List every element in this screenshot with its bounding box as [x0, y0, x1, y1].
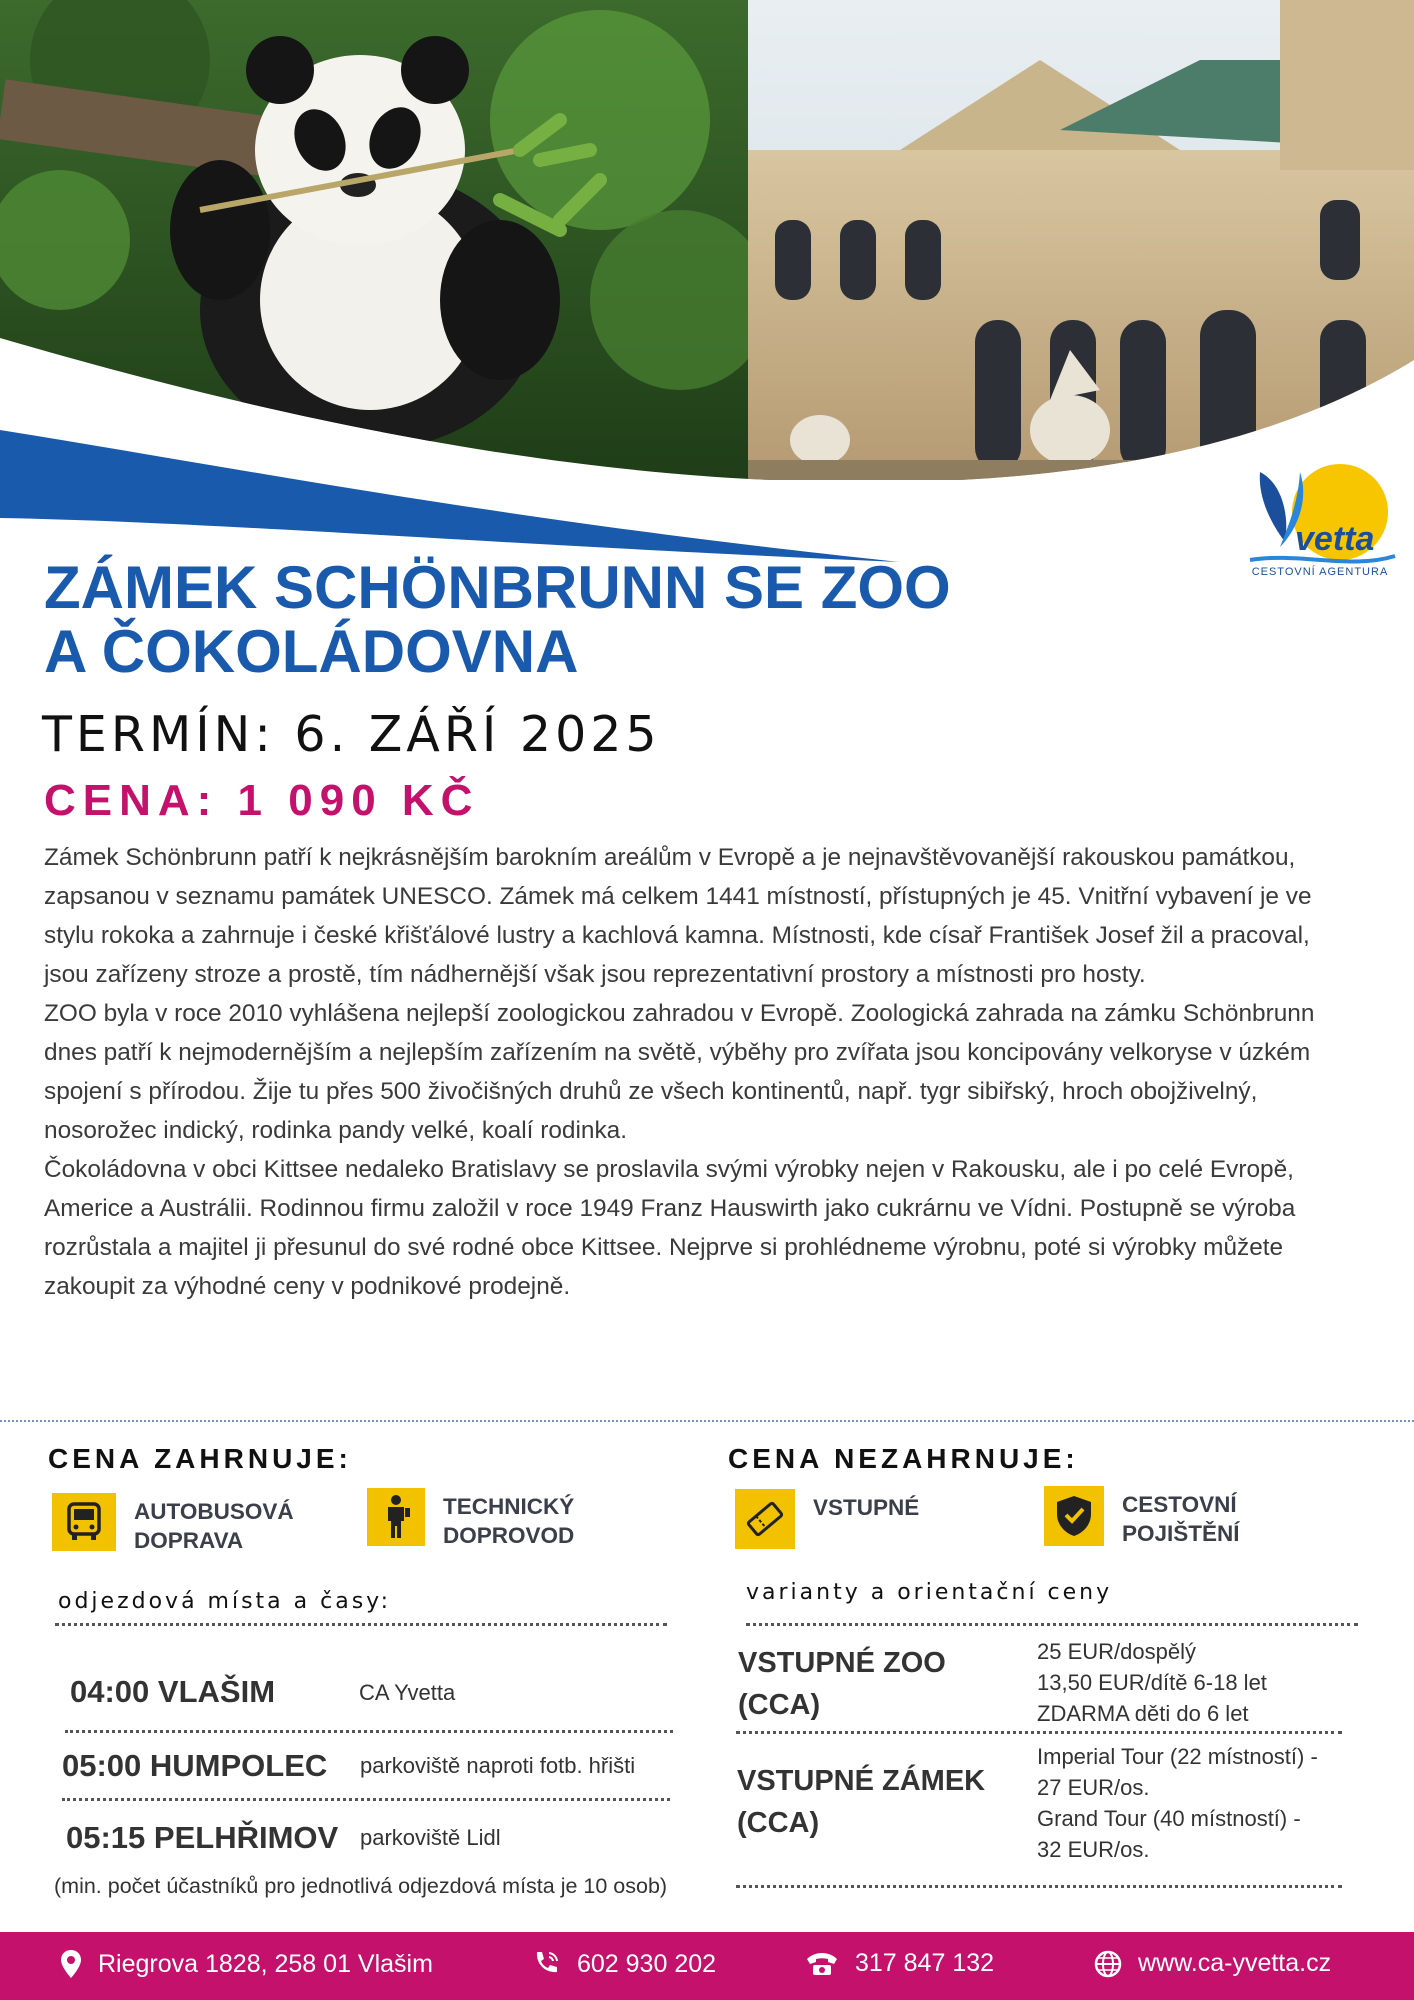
dotted-divider	[55, 1623, 667, 1626]
telephone-icon	[805, 1951, 839, 1977]
guide-person-icon	[367, 1488, 425, 1546]
admission-zoo-prices	[1037, 1636, 1267, 1729]
phone-text: 317 847 132	[855, 1949, 995, 1977]
admission-castle-prices	[1037, 1741, 1318, 1865]
departure-time: 05:00 HUMPOLEC	[62, 1748, 328, 1783]
bus-icon	[52, 1493, 116, 1551]
phone-call-icon	[531, 1949, 561, 1979]
globe-icon	[1094, 1950, 1122, 1978]
address-text: Riegrova 1828, 258 01 Vlašim	[98, 1949, 433, 1978]
footer-mobile[interactable]	[531, 1949, 716, 1979]
dotted-divider	[736, 1731, 1342, 1734]
description-paragraph: ZOO byla v roce 2010 vyhlášena nejlepší zoologickou zahradou v Evropě. Zoologická zahrada na zámku Schönbrunn dnes patří k nejmodernějším a nejlepším zařízením na světě, výběhy pro zvířata jsou koncipovány velkoryse v úzkém spojení s přírodou. Žije tu přes 500 živočišných druhů ze všech kontinentů, např. tygr sibiřský, hroch obojživelný, nosorožec indický, rodinka pandy velké, koalí rodinka.	[44, 1000, 1315, 1144]
mobile-text: 602 930 202	[577, 1949, 717, 1978]
footer-bar	[0, 1932, 1414, 2000]
include-label-line2: DOPRAVA	[134, 1528, 244, 1553]
ticket-icon	[735, 1489, 795, 1549]
footer-address	[60, 1949, 433, 1979]
hero-banner	[0, 0, 1414, 580]
price-line: 32 EUR/os.	[1037, 1837, 1150, 1862]
include-guide	[367, 1488, 574, 1550]
admission-name: VSTUPNÉ ZOO	[738, 1647, 946, 1679]
logo-wordmark: vetta	[1295, 520, 1375, 558]
description-paragraph: Čokoládovna v obci Kittsee nedaleko Bratislavy se proslavila svými výrobky nejen v Rakousku, ale i po celé Evropě, Americe a Austrálii. Rodinnou firmu založil v roce 1949 Franz Hauswirth jako cukrárnu ve Vídni. Postupně se výroba rozrůstala a majitel ji přesunul do své rodné obce Kittsee. Nejprve si prohlédneme výrobnu, poté si výrobky můžete zakoupit za výhodné ceny v podnikové prodejně.	[44, 1156, 1296, 1300]
prices-heading: varianty a orientační ceny	[746, 1580, 1113, 1605]
footer-web[interactable]	[1094, 1949, 1331, 1978]
exclude-label-line1: CESTOVNÍ	[1122, 1492, 1237, 1517]
price-line: 25 EUR/dospělý	[1037, 1639, 1196, 1664]
dotted-divider	[746, 1623, 1358, 1626]
minimum-participants-note: (min. počet účastníků pro jednotlivá odjezdová místa je 10 osob)	[54, 1874, 668, 1898]
admission-castle	[737, 1760, 985, 1844]
include-label-line1: TECHNICKÝ	[443, 1494, 575, 1519]
location-pin-icon	[60, 1949, 82, 1979]
departure-time: 04:00 VLAŠIM	[70, 1674, 276, 1709]
exclude-insurance	[1044, 1486, 1240, 1548]
logo-subtitle: CESTOVNÍ AGENTURA	[1251, 566, 1389, 578]
departure-place: CA Yvetta	[359, 1680, 456, 1705]
trip-date: TERMÍN: 6. ZÁŘÍ 2025	[42, 706, 661, 763]
include-label-line1: AUTOBUSOVÁ	[134, 1499, 294, 1524]
admission-note: (CCA)	[738, 1689, 821, 1721]
exclude-admission	[735, 1489, 919, 1549]
departures-heading: odjezdová místa a časy:	[58, 1589, 391, 1614]
price-line: 13,50 EUR/dítě 6-18 let	[1037, 1670, 1267, 1695]
exclude-label-line2: POJIŠTĚNÍ	[1122, 1521, 1240, 1546]
shield-check-icon	[1044, 1486, 1104, 1546]
include-label-line2: DOPROVOD	[443, 1523, 575, 1548]
footer-phone[interactable]	[805, 1949, 994, 1978]
departure-place: parkoviště Lidl	[360, 1825, 501, 1850]
title-line-2: A ČOKOLÁDOVNA	[44, 618, 579, 685]
page-title	[44, 556, 1064, 684]
description	[44, 838, 1344, 1306]
exclude-label-line1: VSTUPNÉ	[813, 1495, 920, 1520]
description-paragraph: Zámek Schönbrunn patří k nejkrásnějším barokním areálům v Evropě a je nejnavštěvovanější rakouskou památkou, zapsanou v seznamu památek UNESCO. Zámek má celkem 1441 místností, přístupných je 45. Vnitřní vybavení je ve stylu rokoka a zahrnuje i české křišťálové lustry a kachlová kamna. Místnosti, kde císař František Josef žil a pracoval, jsou zařízeny stroze a prostě, tím nádhernější však jsou reprezentativní prostory a místnosti pro hosty.	[44, 844, 1312, 988]
departure-time: 05:15 PELHŘIMOV	[66, 1820, 339, 1855]
palace-photo	[748, 0, 1414, 480]
price-line: 27 EUR/os.	[1037, 1775, 1150, 1800]
dotted-divider	[62, 1798, 670, 1801]
panda-photo	[0, 0, 770, 480]
admission-zoo	[738, 1642, 946, 1726]
price-line: Grand Tour (40 místností) -	[1037, 1806, 1301, 1831]
web-text: www.ca-yvetta.cz	[1138, 1949, 1332, 1977]
departure-place: parkoviště naproti fotb. hřišti	[360, 1753, 636, 1778]
include-bus	[52, 1493, 294, 1555]
dotted-divider	[65, 1730, 673, 1733]
excludes-heading: CENA NEZAHRNUJE:	[728, 1443, 1079, 1474]
admission-note: (CCA)	[737, 1807, 820, 1839]
includes-heading: CENA ZAHRNUJE:	[48, 1443, 352, 1474]
title-line-1: ZÁMEK SCHÖNBRUNN SE ZOO	[44, 554, 951, 621]
price-line: ZDARMA děti do 6 let	[1037, 1701, 1249, 1726]
trip-price: CENA: 1 090 KČ	[44, 776, 480, 825]
dotted-divider	[736, 1885, 1342, 1888]
section-divider	[0, 1420, 1414, 1422]
admission-name: VSTUPNÉ ZÁMEK	[737, 1765, 986, 1797]
price-line: Imperial Tour (22 místností) -	[1037, 1744, 1318, 1769]
